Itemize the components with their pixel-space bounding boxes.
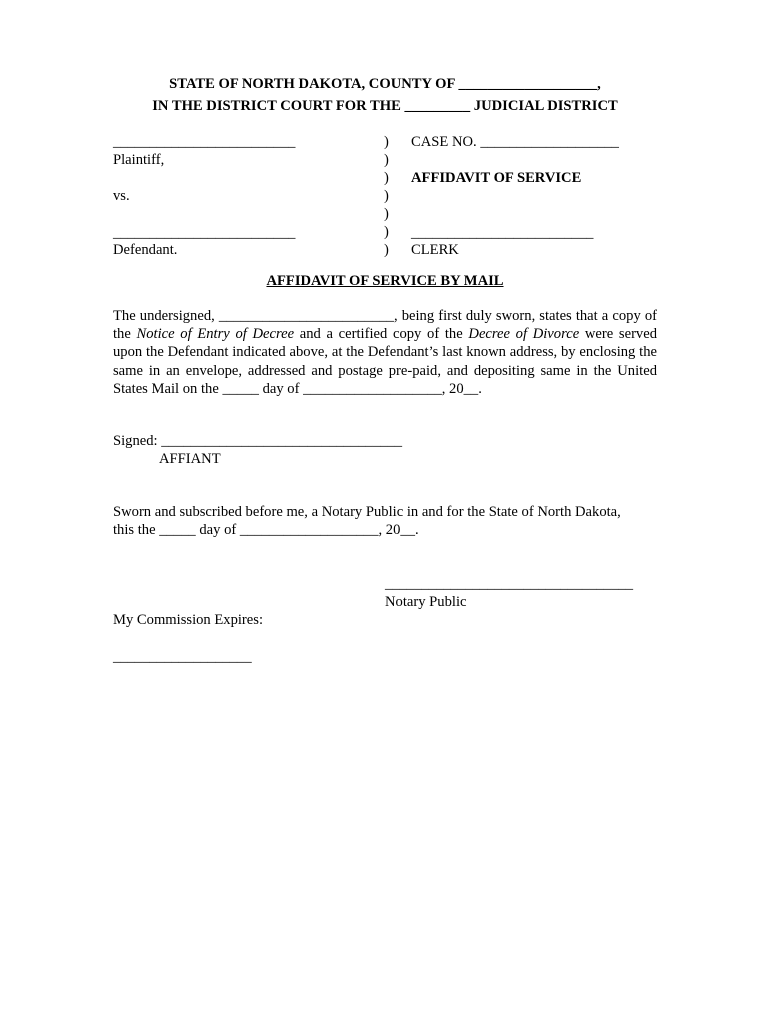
sworn-line-1: Sworn and subscribed before me, a Notary Public in and for the State of North Dakota,: [113, 504, 621, 520]
caption-paren: ): [384, 134, 389, 150]
header-district-court: IN THE DISTRICT COURT FOR THE _________ JUDICIAL DISTRICT: [152, 98, 618, 114]
decree-title: Decree of Divorce: [468, 326, 580, 343]
affiant-label: AFFIANT: [159, 451, 221, 467]
clerk-label: CLERK: [411, 242, 459, 258]
affidavit-body: [113, 307, 657, 398]
vs-label: vs.: [113, 188, 130, 204]
signed-line: Signed: _________________________________: [113, 433, 403, 449]
caption-paren: ): [384, 224, 389, 240]
caption-paren: ): [384, 188, 389, 204]
commission-expires-label: My Commission Expires:: [113, 612, 263, 628]
header-state-county: STATE OF NORTH DAKOTA, COUNTY OF ___________________,: [169, 76, 601, 92]
clerk-blank: _________________________: [411, 225, 594, 241]
notary-signature-blank: __________________________________: [385, 576, 634, 592]
body-text: and a certified copy of the: [294, 326, 469, 343]
defendant-label: Defendant.: [113, 242, 178, 258]
caption-paren: ): [384, 152, 389, 168]
commission-expires-blank: ___________________: [113, 649, 252, 665]
caption-paren: ): [384, 206, 389, 222]
notary-public-label: Notary Public: [385, 594, 467, 610]
body-text: The undersigned, ________________________, being first duly sworn, states that a copy of the: [113, 308, 657, 343]
plaintiff-blank: _________________________: [113, 134, 296, 150]
defendant-blank: _________________________: [113, 225, 296, 241]
notice-title: Notice of Entry of Decree: [136, 326, 295, 343]
body-text: were served upon the Defendant indicated above, at the Defendant’s last known address, by enclosing the same in an envelope, addressed and postage pre-paid, and depositing same in the United States Mail on the _____ day of ___________________, 20__.: [113, 326, 658, 397]
document-type: AFFIDAVIT OF SERVICE: [411, 170, 582, 186]
plaintiff-label: Plaintiff,: [113, 152, 165, 168]
sworn-line-2: this the _____ day of ___________________, 20__.: [113, 522, 419, 538]
caption-paren: ): [384, 242, 389, 258]
case-number: CASE NO. ___________________: [411, 134, 619, 150]
affidavit-title: AFFIDAVIT OF SERVICE BY MAIL: [266, 273, 504, 289]
caption-paren: ): [384, 170, 389, 186]
